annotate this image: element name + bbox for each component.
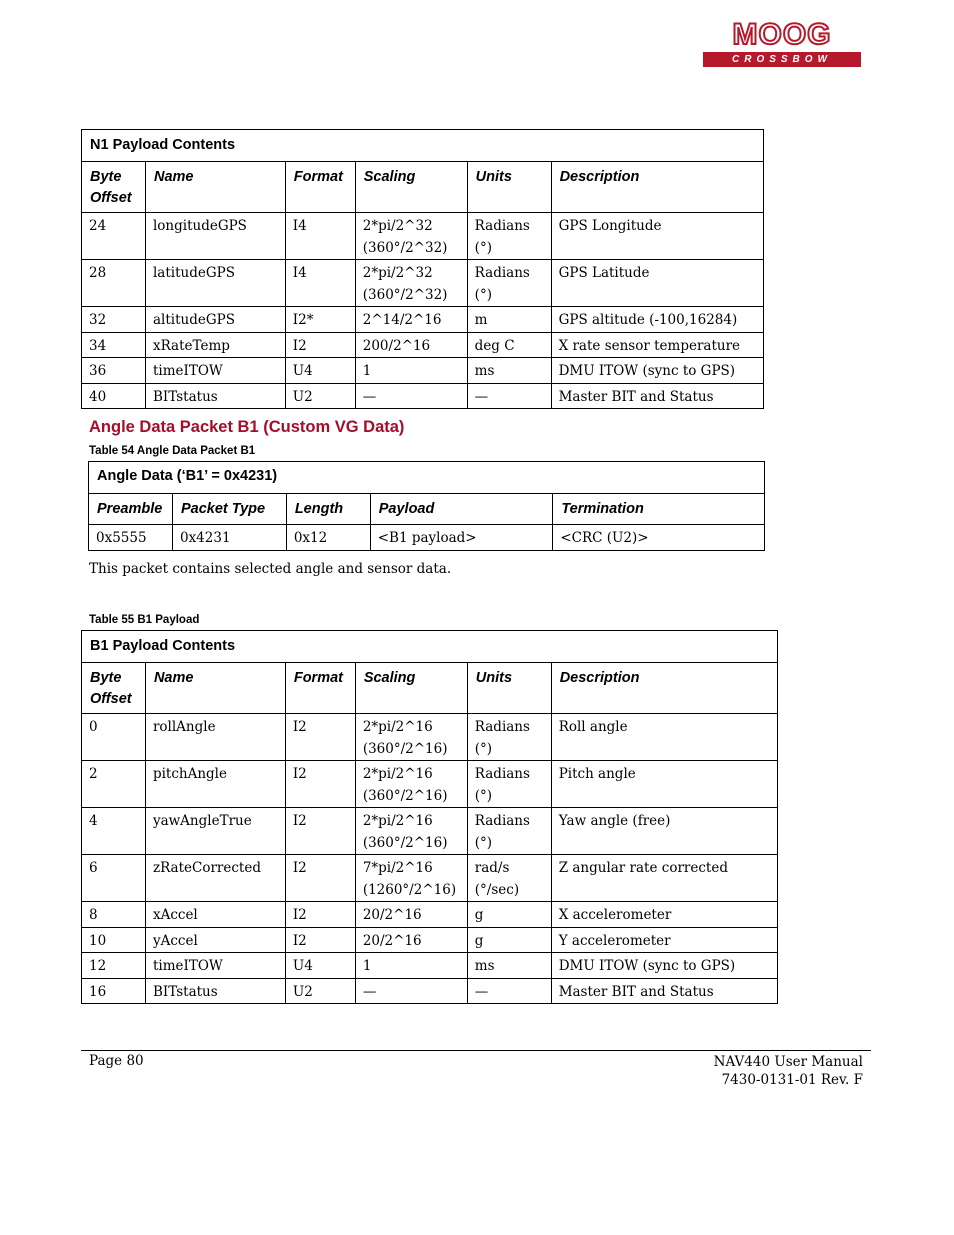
table-row bbox=[82, 761, 778, 808]
table-cell: DMU ITOW (sync to GPS) bbox=[551, 953, 777, 979]
table-row bbox=[82, 714, 778, 761]
table-cell: Radians (°) bbox=[467, 260, 551, 307]
table-cell: 200/2^16 bbox=[355, 332, 467, 358]
table-cell: I2 bbox=[285, 761, 355, 808]
table-cell: I2 bbox=[285, 332, 355, 358]
table-cell: U2 bbox=[285, 978, 355, 1004]
column-header: Length bbox=[286, 494, 370, 525]
table-cell: <CRC (U2)> bbox=[553, 525, 765, 551]
table-cell: GPS Latitude bbox=[551, 260, 763, 307]
table-cell: g bbox=[467, 902, 551, 928]
table-title: B1 Payload Contents bbox=[82, 631, 778, 663]
table-cell: U2 bbox=[285, 383, 355, 409]
table-cell: Y accelerometer bbox=[551, 927, 777, 953]
table-row bbox=[82, 978, 778, 1004]
table-cell: 34 bbox=[82, 332, 146, 358]
column-header: Payload bbox=[370, 494, 553, 525]
table-cell: 4 bbox=[82, 808, 146, 855]
manual-title: NAV440 User Manual bbox=[713, 1054, 863, 1070]
b1-payload-table bbox=[81, 630, 778, 1004]
table-cell: 10 bbox=[82, 927, 146, 953]
table-cell: Pitch angle bbox=[551, 761, 777, 808]
table-cell: 2*pi/2^16 (360°/2^16) bbox=[355, 761, 467, 808]
table-cell: 20/2^16 bbox=[355, 927, 467, 953]
table-cell: m bbox=[467, 307, 551, 333]
table-cell: U4 bbox=[285, 358, 355, 384]
section-heading: Angle Data Packet B1 (Custom VG Data) bbox=[89, 418, 405, 436]
table-cell: — bbox=[467, 978, 551, 1004]
table-cell: 16 bbox=[82, 978, 146, 1004]
column-header: Name bbox=[145, 663, 285, 714]
table-cell: Roll angle bbox=[551, 714, 777, 761]
table-cell: 7*pi/2^16 (1260°/2^16) bbox=[355, 855, 467, 902]
table-cell: I4 bbox=[285, 260, 355, 307]
table-row bbox=[82, 902, 778, 928]
table-row bbox=[82, 332, 764, 358]
table-cell: ms bbox=[467, 358, 551, 384]
column-header: Description bbox=[551, 663, 777, 714]
column-header: Scaling bbox=[355, 663, 467, 714]
table-cell: I2* bbox=[285, 307, 355, 333]
table-row bbox=[82, 927, 778, 953]
table-cell: g bbox=[467, 927, 551, 953]
table-caption: Table 54 Angle Data Packet B1 bbox=[89, 445, 256, 457]
table-cell: BITstatus bbox=[145, 978, 285, 1004]
column-header: Format bbox=[285, 663, 355, 714]
table-title: Angle Data (‘B1’ = 0x4231) bbox=[89, 462, 765, 494]
table-cell: 2*pi/2^16 (360°/2^16) bbox=[355, 808, 467, 855]
column-header: Description bbox=[551, 162, 763, 213]
table-cell: — bbox=[355, 383, 467, 409]
table-caption: Table 55 B1 Payload bbox=[89, 614, 200, 626]
table-cell: 36 bbox=[82, 358, 146, 384]
column-header: Byte Offset bbox=[82, 162, 146, 213]
table-row bbox=[89, 525, 765, 551]
table-cell: Radians (°) bbox=[467, 808, 551, 855]
table-cell: rollAngle bbox=[145, 714, 285, 761]
table-cell: 2 bbox=[82, 761, 146, 808]
table-cell: longitudeGPS bbox=[145, 213, 285, 260]
table-cell: altitudeGPS bbox=[145, 307, 285, 333]
table-cell: <B1 payload> bbox=[370, 525, 553, 551]
table-cell: 2^14/2^16 bbox=[355, 307, 467, 333]
column-header: Units bbox=[467, 663, 551, 714]
body-paragraph: This packet contains selected angle and sensor data. bbox=[89, 561, 452, 577]
table-cell: 20/2^16 bbox=[355, 902, 467, 928]
table-cell: I2 bbox=[285, 808, 355, 855]
table-cell: 6 bbox=[82, 855, 146, 902]
table-cell: 1 bbox=[355, 953, 467, 979]
table-cell: pitchAngle bbox=[145, 761, 285, 808]
table-cell: latitudeGPS bbox=[145, 260, 285, 307]
table-cell: yAccel bbox=[145, 927, 285, 953]
table-cell: Radians (°) bbox=[467, 213, 551, 260]
table-cell: Yaw angle (free) bbox=[551, 808, 777, 855]
table-title: N1 Payload Contents bbox=[82, 130, 764, 162]
table-cell: Z angular rate corrected bbox=[551, 855, 777, 902]
footer-divider bbox=[81, 1050, 871, 1051]
table-cell: 2*pi/2^32 (360°/2^32) bbox=[355, 213, 467, 260]
column-header: Scaling bbox=[355, 162, 467, 213]
table-cell: Master BIT and Status bbox=[551, 978, 777, 1004]
table-cell: 0x4231 bbox=[172, 525, 286, 551]
table-cell: X accelerometer bbox=[551, 902, 777, 928]
document-number: 7430-0131-01 Rev. F bbox=[721, 1072, 863, 1088]
table-cell: X rate sensor temperature bbox=[551, 332, 763, 358]
angle-data-packet-table bbox=[88, 461, 765, 551]
table-row bbox=[82, 213, 764, 260]
table-row bbox=[82, 855, 778, 902]
n1-payload-table bbox=[81, 129, 764, 409]
table-row bbox=[82, 953, 778, 979]
table-cell: I2 bbox=[285, 855, 355, 902]
table-cell: GPS altitude (-100,16284) bbox=[551, 307, 763, 333]
table-cell: xAccel bbox=[145, 902, 285, 928]
table-cell: I2 bbox=[285, 927, 355, 953]
table-row bbox=[82, 383, 764, 409]
footer-doc-info bbox=[714, 1053, 863, 1089]
table-cell: GPS Longitude bbox=[551, 213, 763, 260]
table-cell: ms bbox=[467, 953, 551, 979]
table-row bbox=[82, 808, 778, 855]
table-body bbox=[82, 213, 764, 409]
table-cell: deg C bbox=[467, 332, 551, 358]
table-cell: — bbox=[467, 383, 551, 409]
table-cell: 40 bbox=[82, 383, 146, 409]
column-header: Preamble bbox=[89, 494, 173, 525]
table-cell: zRateCorrected bbox=[145, 855, 285, 902]
table-row bbox=[82, 260, 764, 307]
logo-wordmark: MOOG bbox=[732, 18, 832, 51]
column-header: Byte Offset bbox=[82, 663, 146, 714]
column-header: Format bbox=[285, 162, 355, 213]
table-cell: xRateTemp bbox=[145, 332, 285, 358]
moog-crossbow-logo bbox=[703, 18, 861, 68]
table-cell: 1 bbox=[355, 358, 467, 384]
table-row bbox=[82, 307, 764, 333]
table-cell: rad/s (°/sec) bbox=[467, 855, 551, 902]
table-row bbox=[82, 358, 764, 384]
table-cell: 32 bbox=[82, 307, 146, 333]
column-header: Termination bbox=[553, 494, 765, 525]
table-cell: I2 bbox=[285, 902, 355, 928]
table-cell: Master BIT and Status bbox=[551, 383, 763, 409]
table-cell: 12 bbox=[82, 953, 146, 979]
table-cell: I4 bbox=[285, 213, 355, 260]
page-number: Page 80 bbox=[89, 1053, 144, 1069]
table-cell: timeITOW bbox=[145, 953, 285, 979]
column-header: Name bbox=[145, 162, 285, 213]
table-body bbox=[82, 714, 778, 1004]
table-cell: U4 bbox=[285, 953, 355, 979]
table-cell: 2*pi/2^16 (360°/2^16) bbox=[355, 714, 467, 761]
table-cell: Radians (°) bbox=[467, 714, 551, 761]
table-cell: 2*pi/2^32 (360°/2^32) bbox=[355, 260, 467, 307]
table-cell: — bbox=[355, 978, 467, 1004]
column-header: Units bbox=[467, 162, 551, 213]
table-cell: 0 bbox=[82, 714, 146, 761]
table-cell: 0x12 bbox=[286, 525, 370, 551]
table-cell: 24 bbox=[82, 213, 146, 260]
logo-subbrand: CROSSBOW bbox=[703, 52, 861, 67]
table-cell: I2 bbox=[285, 714, 355, 761]
table-cell: 8 bbox=[82, 902, 146, 928]
table-cell: Radians (°) bbox=[467, 761, 551, 808]
column-header: Packet Type bbox=[172, 494, 286, 525]
table-cell: 0x5555 bbox=[89, 525, 173, 551]
table-cell: timeITOW bbox=[145, 358, 285, 384]
table-cell: DMU ITOW (sync to GPS) bbox=[551, 358, 763, 384]
table-cell: BITstatus bbox=[145, 383, 285, 409]
table-cell: 28 bbox=[82, 260, 146, 307]
table-cell: yawAngleTrue bbox=[145, 808, 285, 855]
